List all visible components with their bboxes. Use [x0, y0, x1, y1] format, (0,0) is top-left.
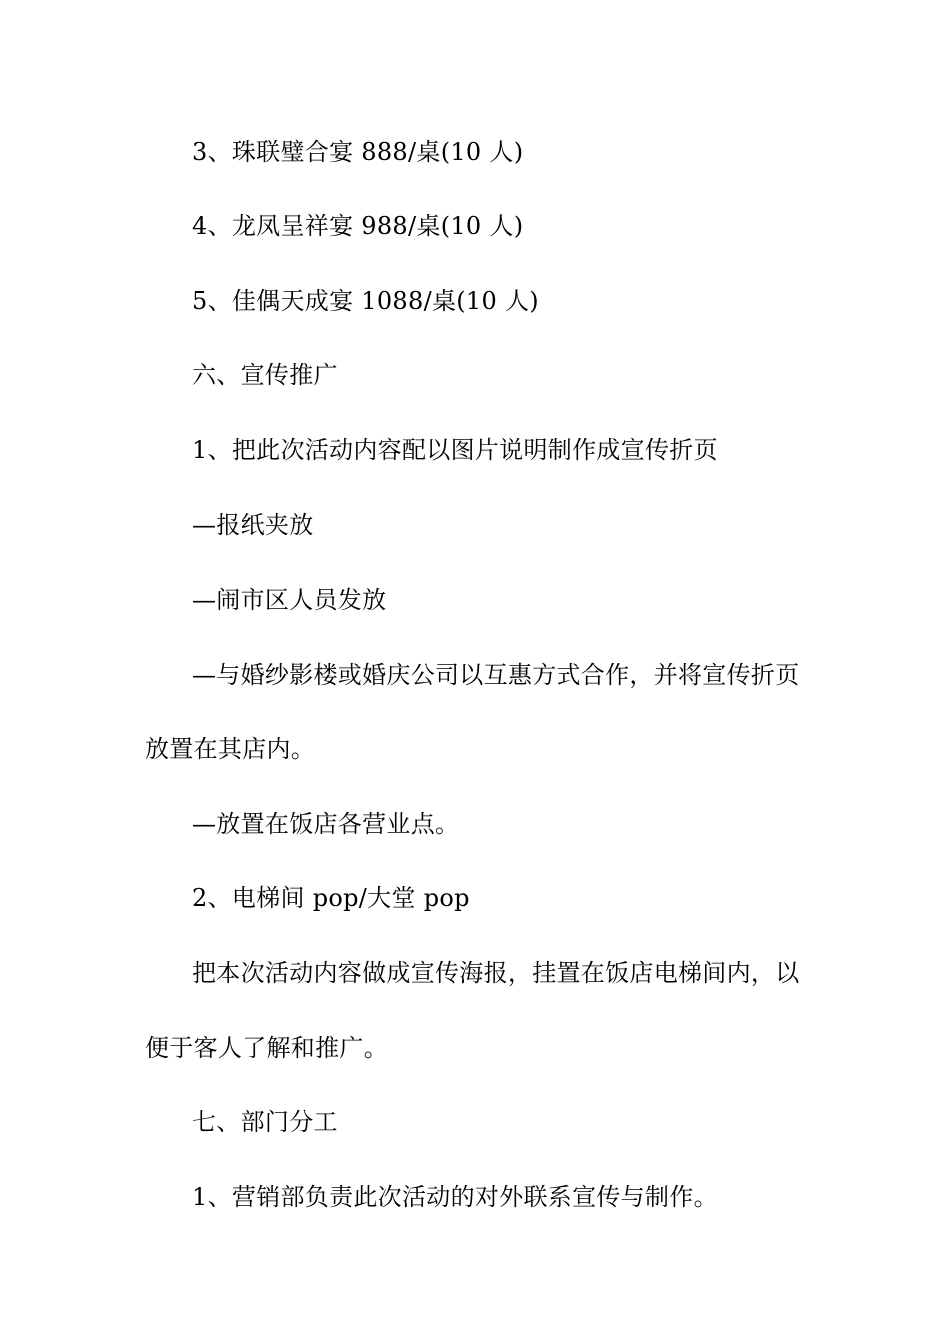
promotion-subitem-partners: —与婚纱影楼或婚庆公司以互惠方式合作，并将宣传折页 [192, 661, 800, 689]
promotion-paragraph-continued: 便于客人了解和推广。 [145, 1034, 388, 1062]
promotion-item-2: 2、电梯间 pop/大堂 pop [192, 884, 470, 912]
promotion-subitem-partners-continued: 放置在其店内。 [145, 735, 316, 763]
promotion-subitem-downtown: —闹市区人员发放 [192, 586, 387, 614]
promotion-paragraph: 把本次活动内容做成宣传海报，挂置在饭店电梯间内，以 [192, 959, 800, 987]
menu-item-3: 3、珠联璧合宴 888/桌(10 人) [192, 138, 524, 166]
promotion-subitem-newspaper: —报纸夹放 [192, 511, 314, 539]
section-heading-departments: 七、部门分工 [192, 1108, 338, 1136]
promotion-subitem-outlets: —放置在饭店各营业点。 [192, 810, 460, 838]
departments-item-1: 1、营销部负责此次活动的对外联系宣传与制作。 [192, 1183, 718, 1211]
menu-item-4: 4、龙凤呈祥宴 988/桌(10 人) [192, 212, 524, 240]
promotion-item-1: 1、把此次活动内容配以图片说明制作成宣传折页 [192, 436, 718, 464]
menu-item-5: 5、佳偶天成宴 1088/桌(10 人) [192, 287, 539, 315]
section-heading-promotion: 六、宣传推广 [192, 361, 338, 389]
